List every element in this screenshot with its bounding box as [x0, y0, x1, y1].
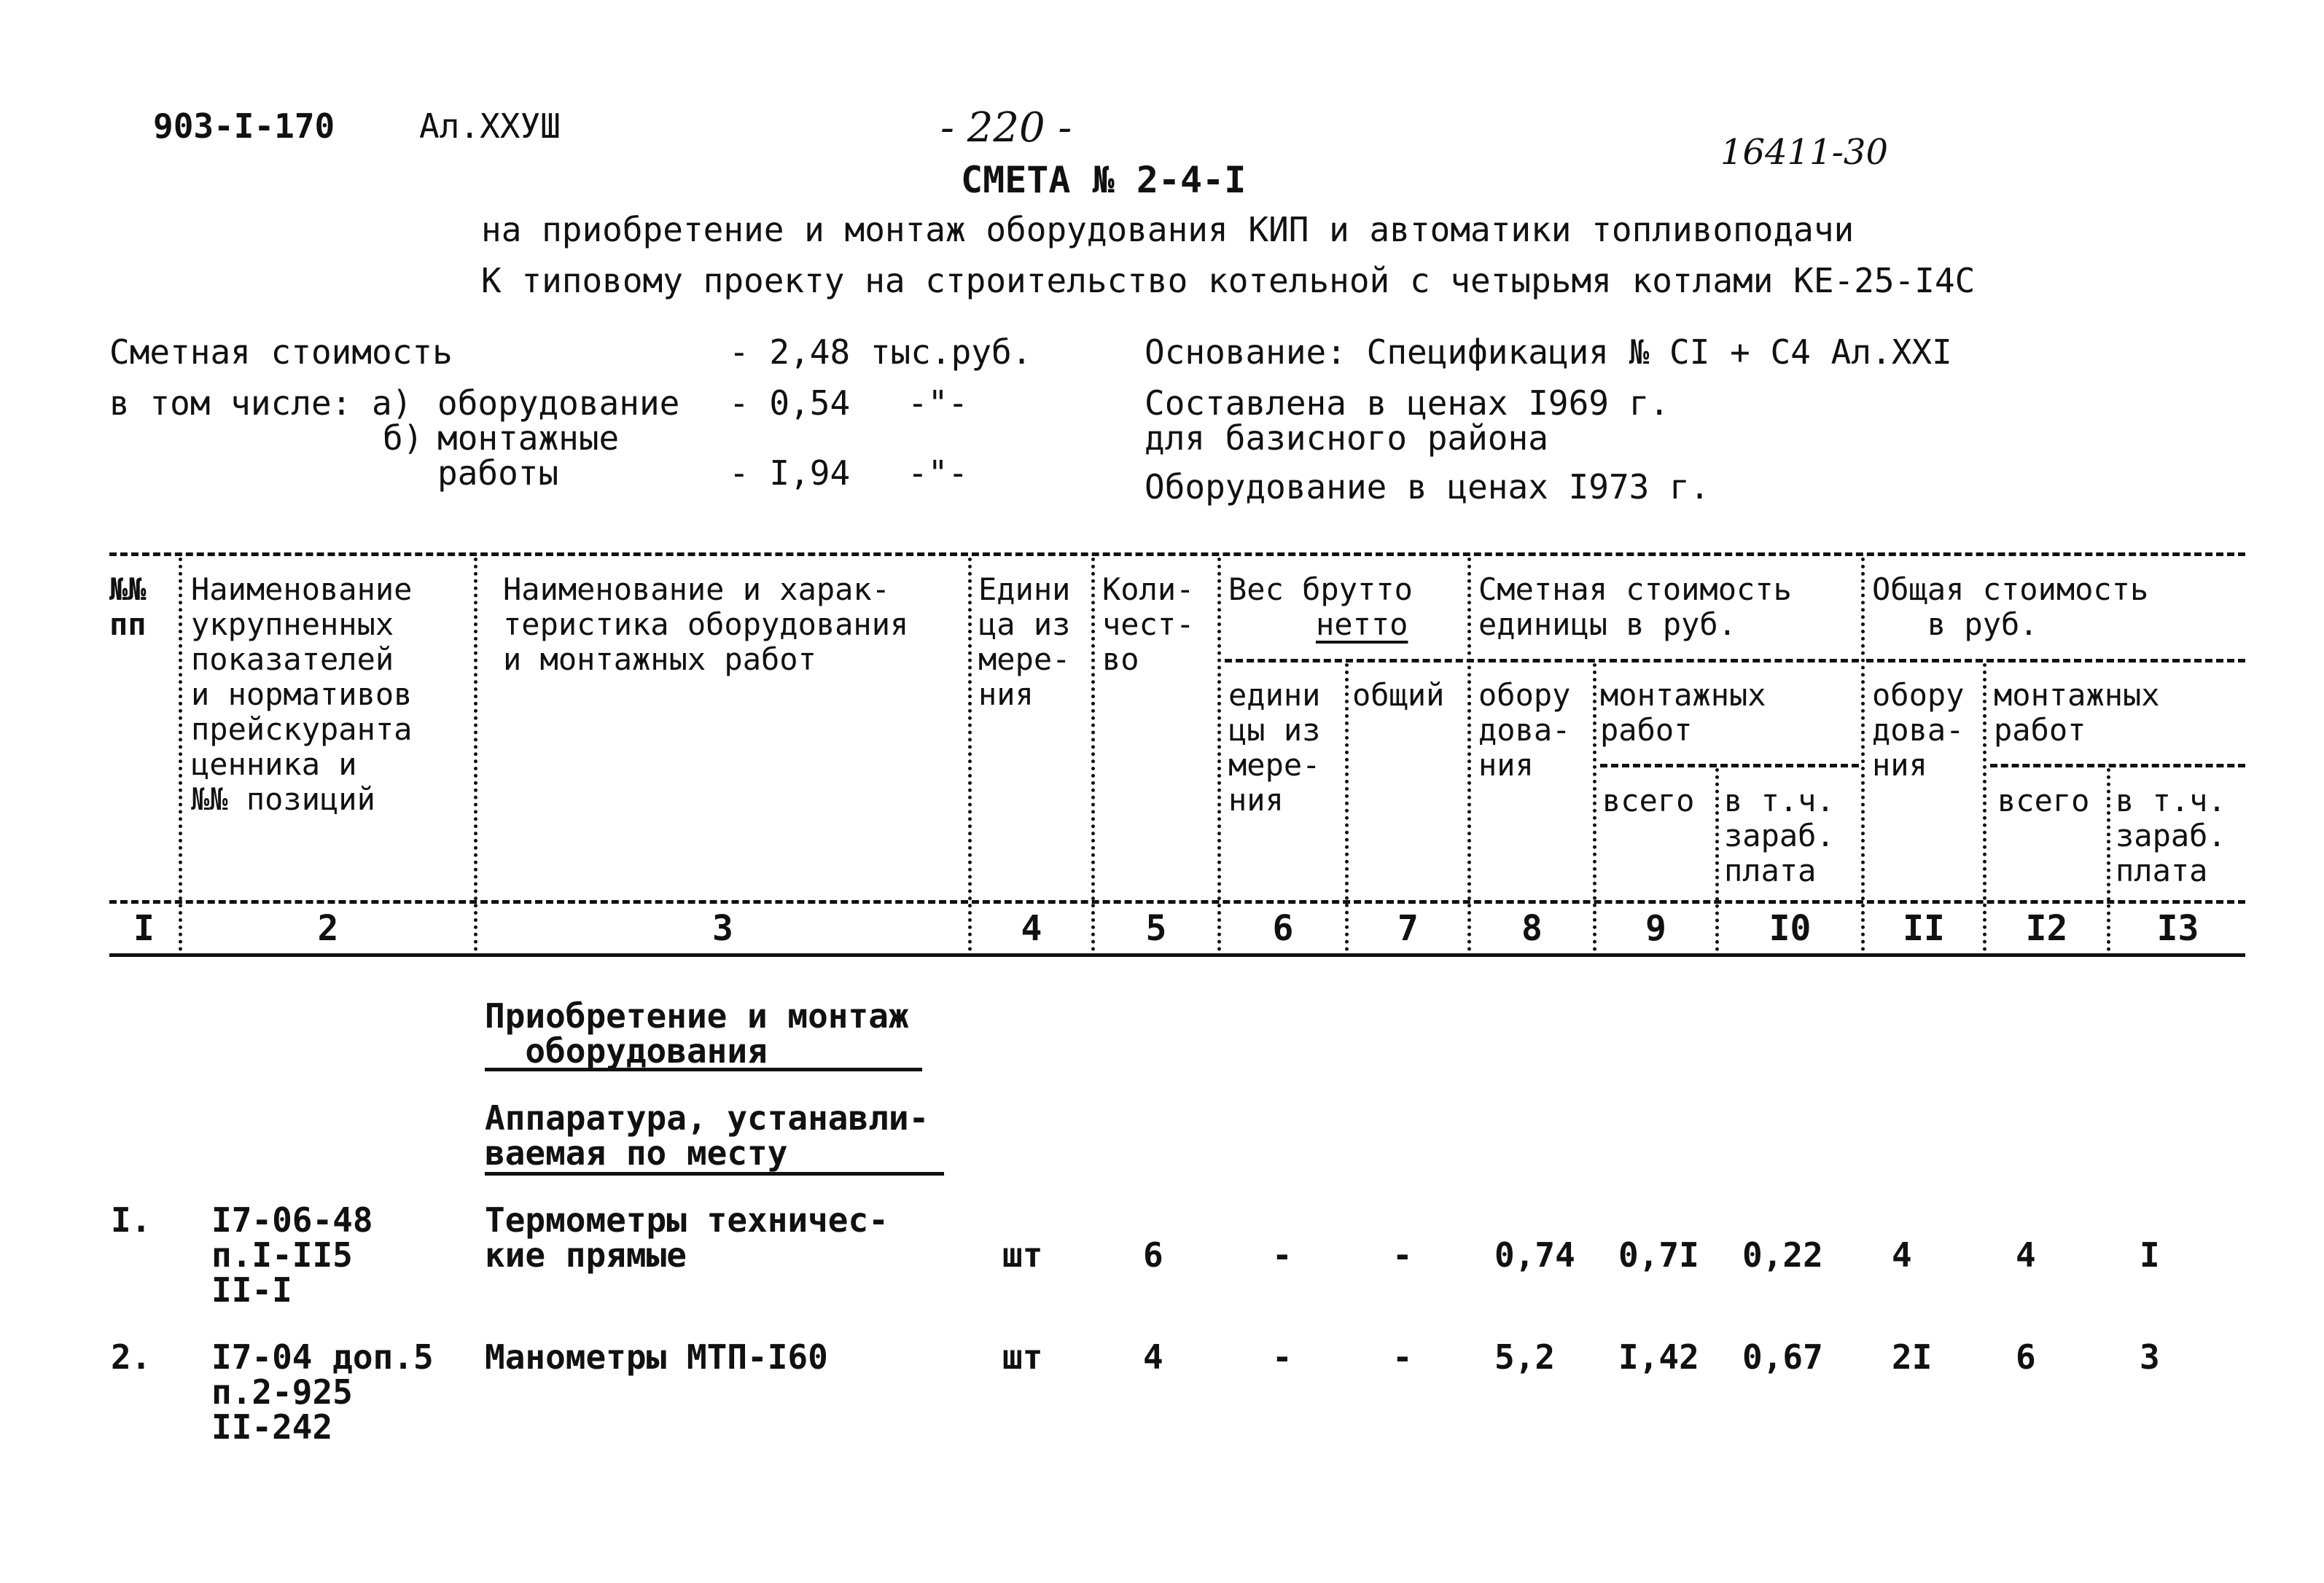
row-item-name: Манометры МТП-I60: [485, 1337, 828, 1377]
row-weight-total: -: [1392, 1235, 1413, 1275]
row-unit-cost-wage: 0,67: [1742, 1337, 1823, 1377]
row-unit-cost-wage: 0,22: [1742, 1235, 1823, 1275]
column-separator: [1593, 663, 1596, 951]
row-quantity: 4: [1143, 1337, 1163, 1377]
estimate-subtitle-line2: К типовому проекту на строительство котельной с четырьмя котлами КЕ-25-I4С: [481, 261, 1976, 300]
column-separator: [1983, 663, 1986, 951]
column-number: 3: [712, 908, 733, 949]
row-price-reference: I7-04 доп.5 п.2-925 II-242: [211, 1337, 434, 1447]
equipment-value: - 0,54: [729, 383, 851, 423]
install-value: - I,94: [729, 453, 851, 493]
header-divider-line: [1225, 659, 1859, 662]
header-unit-cost-top: Сметная стоимость единицы в руб.: [1478, 571, 1792, 642]
incl-label: в том числе: а): [109, 383, 413, 423]
equipment-label: оборудование: [437, 383, 680, 423]
header-weight-net: нетто: [1316, 606, 1408, 642]
row-total-equipment: 2I: [1892, 1337, 1933, 1377]
row-unit: шт: [1002, 1235, 1043, 1275]
column-number: I3: [2156, 908, 2199, 949]
header-unit-install-top: монтажных работ: [1600, 677, 1766, 748]
row-quantity: 6: [1143, 1235, 1163, 1275]
install-label-line1: монтажные: [437, 418, 620, 458]
column-number: I0: [1769, 908, 1812, 949]
row-number: 2.: [111, 1337, 152, 1377]
column-number: 4: [1021, 908, 1042, 949]
header-col3: Наименование и харак- теристика оборудования и монтажных работ: [503, 571, 909, 677]
header-total-cost-top: Общая стоимость в руб.: [1872, 571, 2149, 642]
column-separator: [1091, 558, 1095, 951]
album-number: Ал.XXУШ: [419, 106, 561, 146]
column-number: I: [133, 908, 155, 949]
section-heading: Приобретение и монтаж оборудования: [485, 996, 909, 1071]
header-col7: общий: [1352, 677, 1445, 713]
page-number: - 220 -: [940, 104, 1072, 152]
cost-label: Сметная стоимость: [109, 332, 453, 372]
column-number: 6: [1272, 908, 1294, 949]
prices-1973-text: Оборудование в ценах I973 г.: [1145, 467, 1710, 507]
column-separator: [1217, 558, 1221, 951]
prices-1969-text: Составлена в ценах I969 г.: [1145, 383, 1670, 423]
table-top-border: [109, 552, 2245, 556]
header-col9: всего: [1602, 783, 1695, 818]
header-col6: едини цы из мере- ния: [1228, 677, 1321, 818]
inventory-number: 16411-30: [1720, 132, 1888, 173]
header-col1: №№ пп: [109, 571, 147, 642]
column-number: 9: [1645, 908, 1666, 949]
row-unit-cost-equipment: 5,2: [1494, 1337, 1556, 1377]
estimate-subtitle-line1: на приобретение и монтаж оборудования КИП и автоматики топливоподачи: [481, 210, 1855, 249]
section-heading: Аппаратура, устанавли- ваемая по месту: [485, 1098, 929, 1173]
column-number: 8: [1521, 908, 1543, 949]
header-divider-line: [1990, 764, 2245, 767]
column-separator: [1861, 558, 1865, 951]
column-separator: [1467, 558, 1471, 951]
header-col2: Наименование укрупненных показателей и нормативов прейскуранта ценника и №№ позиций: [191, 571, 413, 817]
header-col11: обору дова- ния: [1872, 677, 1965, 783]
column-number: 2: [317, 908, 339, 949]
column-numbers-border: [109, 953, 2245, 957]
column-separator: [1345, 663, 1349, 951]
column-number: 7: [1397, 908, 1419, 949]
header-col4: Едини ца из мере- ния: [978, 571, 1071, 712]
header-col10: в т.ч. зараб. плата: [1724, 783, 1835, 888]
header-col8: обору дова- ния: [1478, 677, 1571, 783]
row-unit-cost-equipment: 0,74: [1494, 1235, 1575, 1275]
row-price-reference: I7-06-48 п.I-II5 II-I: [211, 1200, 373, 1310]
header-total-install-top: монтажных работ: [1994, 677, 2160, 748]
row-weight-total: -: [1392, 1337, 1413, 1377]
column-number: I2: [2025, 908, 2068, 949]
header-col12: всего: [1997, 783, 2090, 818]
document-code: 903-I-170: [153, 106, 335, 146]
basis-text: Основание: Спецификация № СI + С4 Ал.XXI: [1145, 332, 1952, 372]
row-unit-cost-install: I,42: [1618, 1337, 1699, 1377]
row-total-wage: I: [2140, 1235, 2160, 1275]
header-col13: в т.ч. зараб. плата: [2116, 783, 2226, 888]
install-label-line2: работы: [437, 453, 559, 493]
row-total-wage: 3: [2140, 1337, 2160, 1377]
row-item-name: Термометры техничес- кие прямые: [485, 1200, 889, 1275]
section-underline: [485, 1068, 922, 1071]
region-text: для базисного района: [1145, 418, 1548, 458]
column-separator: [474, 558, 477, 951]
header-divider-line: [1866, 659, 2245, 662]
column-number: 5: [1145, 908, 1167, 949]
estimate-title: СМЕТА № 2-4-I: [961, 159, 1247, 201]
header-divider-line: [1600, 764, 1859, 767]
row-total-install: 4: [2016, 1235, 2036, 1275]
row-unit-cost-install: 0,7I: [1618, 1235, 1699, 1275]
row-number: I.: [111, 1200, 152, 1240]
incl-b-label: б): [383, 418, 424, 458]
header-weight-top: Вес брутто: [1228, 571, 1413, 607]
column-separator: [968, 558, 972, 951]
row-unit: шт: [1002, 1337, 1043, 1377]
column-number: II: [1903, 908, 1945, 949]
row-weight-unit: -: [1272, 1235, 1292, 1275]
ditto-mark: -"-: [908, 383, 969, 423]
row-weight-unit: -: [1272, 1337, 1292, 1377]
ditto-mark: -"-: [908, 453, 969, 493]
header-bottom-border: [109, 900, 2245, 904]
row-total-install: 6: [2016, 1337, 2036, 1377]
cost-value: - 2,48 тыс.руб.: [729, 332, 1032, 372]
header-col5: Коли- чест- во: [1102, 571, 1195, 677]
column-separator: [179, 558, 182, 951]
row-total-equipment: 4: [1892, 1235, 1912, 1275]
section-underline: [485, 1172, 944, 1176]
